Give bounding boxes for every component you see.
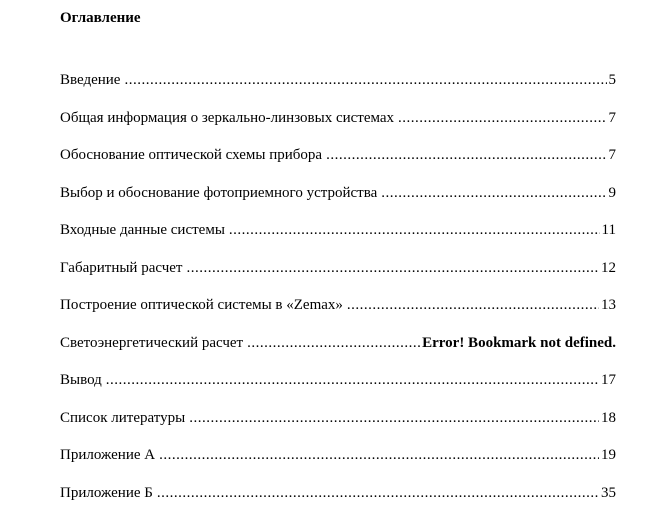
toc-dot-leader — [124, 70, 606, 90]
toc-entry-photometric-calc[interactable] — [60, 333, 616, 353]
toc-entry-title: Список литературы — [60, 409, 186, 426]
toc-entry-title: Выбор и обоснование фотоприемного устройства — [60, 184, 378, 201]
toc-entry-title: Светоэнергетический расчет — [60, 334, 244, 351]
table-of-contents — [60, 70, 616, 521]
toc-entry-input-data[interactable] — [60, 220, 616, 240]
toc-entry-title: Входные данные системы — [60, 222, 225, 239]
toc-dot-leader — [186, 258, 599, 278]
toc-entry-title: Введение — [60, 72, 121, 88]
toc-heading: Оглавление — [60, 10, 141, 26]
toc-entry-title: Общая информация о зеркально-линзовых системах — [60, 109, 395, 126]
toc-entry-references[interactable] — [60, 408, 616, 428]
toc-dot-leader — [159, 445, 599, 465]
toc-entry-conclusion[interactable] — [60, 370, 616, 390]
toc-page-number: 13 — [601, 297, 616, 314]
toc-entry-title: Вывод — [60, 372, 102, 389]
toc-entry-photodetector[interactable] — [60, 183, 616, 203]
toc-dot-leader — [247, 333, 420, 353]
toc-entry-title: Построение оптической системы в «Zemax» — [60, 297, 343, 314]
toc-page-number: 7 — [608, 109, 616, 126]
toc-page-number: 7 — [608, 147, 616, 164]
toc-page-number: 5 — [608, 72, 616, 88]
toc-dot-leader — [398, 108, 606, 128]
toc-entry-optical-scheme[interactable] — [60, 145, 616, 165]
toc-dot-leader — [326, 145, 606, 165]
toc-entry-zemax[interactable] — [60, 295, 616, 315]
toc-bookmark-error: Error! Bookmark not defined. — [422, 334, 616, 351]
toc-dot-leader — [157, 483, 599, 503]
toc-page-number: 11 — [601, 222, 616, 239]
toc-entry-title: Приложение А — [60, 447, 156, 464]
toc-page-number: 17 — [601, 372, 616, 389]
toc-entry-dimensional-calc[interactable] — [60, 258, 616, 278]
toc-page-number: 9 — [608, 184, 616, 201]
toc-entry-introduction[interactable] — [60, 70, 616, 90]
toc-page-number: 35 — [601, 485, 616, 502]
toc-entry-general-info[interactable] — [60, 108, 616, 128]
toc-page-number: 19 — [601, 447, 616, 464]
toc-dot-leader — [347, 295, 599, 315]
toc-page-number: 12 — [601, 259, 616, 276]
toc-entry-title: Приложение Б — [60, 485, 153, 502]
toc-page-number: 18 — [601, 409, 616, 426]
toc-dot-leader — [189, 408, 599, 428]
toc-entry-title: Обоснование оптической схемы прибора — [60, 147, 323, 164]
toc-dot-leader — [229, 220, 600, 240]
toc-entry-appendix-b[interactable] — [60, 483, 616, 503]
toc-entry-title: Габаритный расчет — [60, 259, 183, 276]
toc-dot-leader — [381, 183, 606, 203]
toc-dot-leader — [106, 370, 599, 390]
toc-entry-appendix-a[interactable] — [60, 445, 616, 465]
